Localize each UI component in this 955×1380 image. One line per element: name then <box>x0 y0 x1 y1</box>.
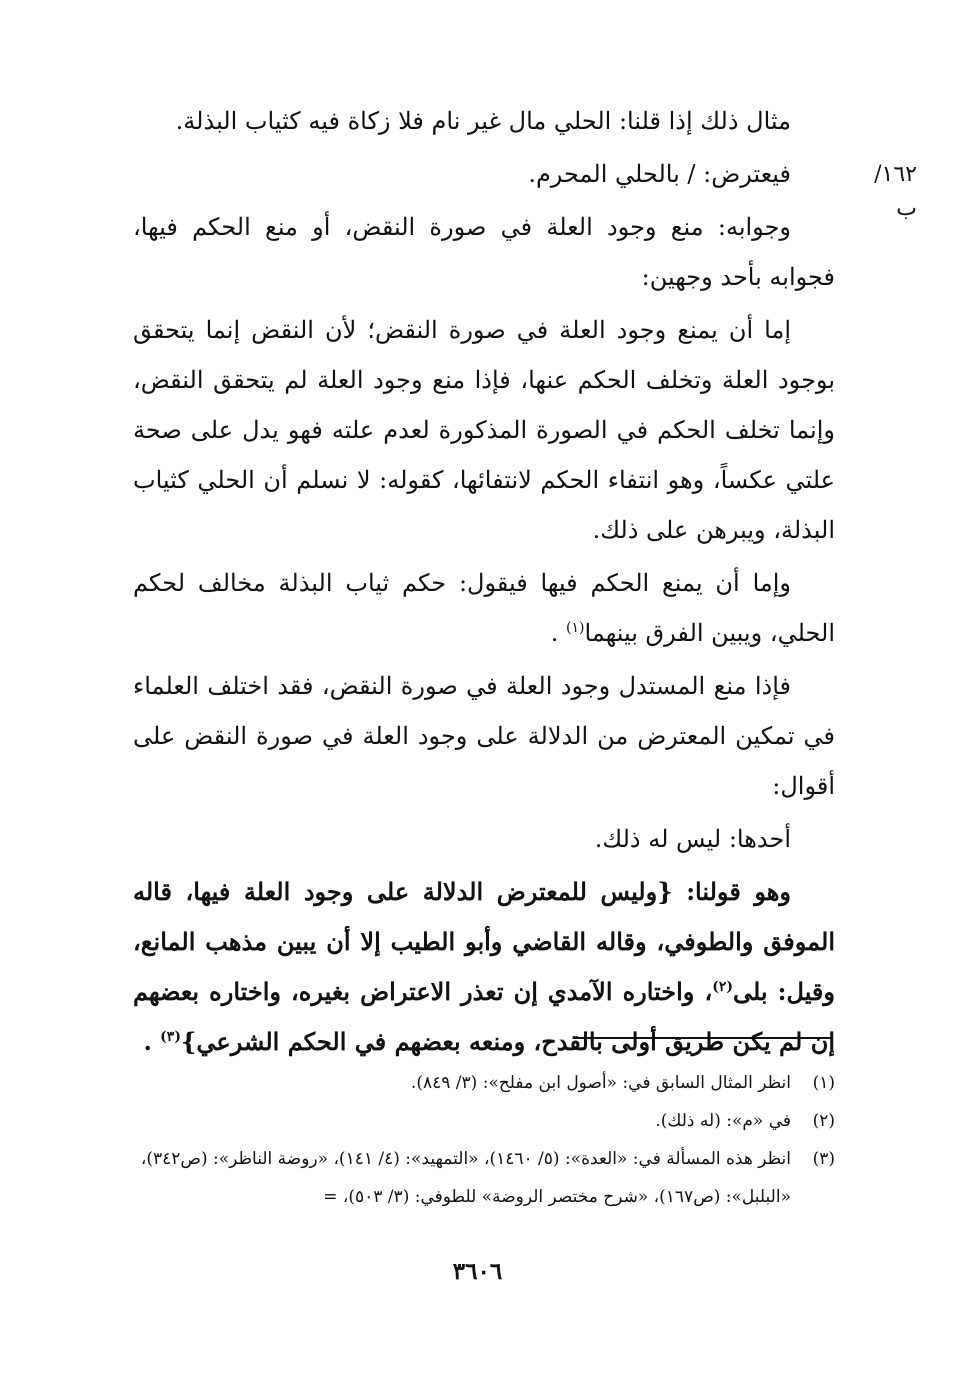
footnote-ref-2[interactable]: (٢) <box>712 979 733 995</box>
paragraph-3: وجوابه: منع وجود العلة في صورة النقض، أو منع الحكم فيها، فجوابه بأحد وجهين: <box>133 213 835 291</box>
footnote-2-text: في «م»: (له ذلك). <box>655 1111 791 1131</box>
paragraph-5 <box>133 558 835 658</box>
footnote-3 <box>123 1140 835 1216</box>
paragraph-7: أحدها: ليس له ذلك. <box>594 825 791 853</box>
paragraph-4: إما أن يمنع وجود العلة في صورة النقض؛ لأن النقض إنما يتحقق بوجود العلة وتخلف الحكم عنها، فإذا منع وجود العلة لم يتحقق النقض، وإنما تخلف الحكم في الصورة المذكورة لعدم علته فهو يدل على صحة علتي عكساً، وهو انتفاء الحكم لانتفائها، كقوله: لا نسلم أن الحلي كثياب البذلة، ويبرهن على ذلك. <box>133 316 835 544</box>
bold-paragraph-tail: . <box>143 1027 152 1056</box>
footnote-2 <box>123 1102 835 1140</box>
paragraph-5-tail: . <box>550 619 559 647</box>
bold-paragraph-prefix: وهو قولنا: {وليس للمعترض الدلالة على وجود العلة فيها، قاله الموفق والطوفي، وقاله القاضي وأبو الطيب إلا أن يبين مذهب المانع، وقيل: بلى <box>133 877 836 1006</box>
footnotes-section <box>123 1064 835 1216</box>
footnote-3-number: (٣) <box>812 1149 835 1169</box>
main-body-text <box>133 96 835 1070</box>
margin-folio-note: ١٦٢/ب <box>874 162 917 221</box>
footnote-2-number: (٢) <box>812 1111 835 1131</box>
paragraph-2: فيعترض: / بالحلي المحرم. <box>528 160 791 188</box>
footnote-1 <box>123 1064 835 1102</box>
bold-paragraph-middle: ، واختاره الآمدي إن تعذر الاعتراض بغيره، واختاره بعضهم إن لم يكن طريق أولى بالقدح، ومنعه بعضهم في الحكم الشرعي} <box>133 977 835 1056</box>
paragraph-5-text: وإما أن يمنع الحكم فيها فيقول: حكم ثياب البذلة مخالف لحكم الحلي، ويبين الفرق بينهما <box>133 569 835 647</box>
paragraph-6: فإذا منع المستدل وجود العلة في صورة النقض، فقد اختلف العلماء في تمكين المعترض من الدلالة على وجود العلة في صورة النقض على أقوال: <box>133 672 835 800</box>
footnote-ref-1[interactable]: (١) <box>566 620 585 636</box>
footnote-1-number: (١) <box>812 1073 835 1093</box>
paragraph-1: مثال ذلك إذا قلنا: الحلي مال غير نام فلا زكاة فيه كثياب البذلة. <box>175 107 791 135</box>
footnote-3-text: انظر هذه المسألة في: «العدة»: (٥/ ١٤٦٠)، «التمهيد»: (٤/ ١٤١)، «روضة الناظر»: (ص٣٤٢)، «البلبل»: (ص١٦٧)، «شرح مختصر الروضة» للطوفي: (٣/ ٥٠٣)، = <box>140 1149 791 1207</box>
footnote-separator-line <box>573 1037 833 1039</box>
footnote-ref-3[interactable]: (٣) <box>160 1029 181 1045</box>
page-number: ٣٦٠٦ <box>452 1258 503 1285</box>
footnote-1-text: انظر المثال السابق في: «أصول ابن مفلح»: (٣/ ٨٤٩). <box>410 1073 791 1093</box>
